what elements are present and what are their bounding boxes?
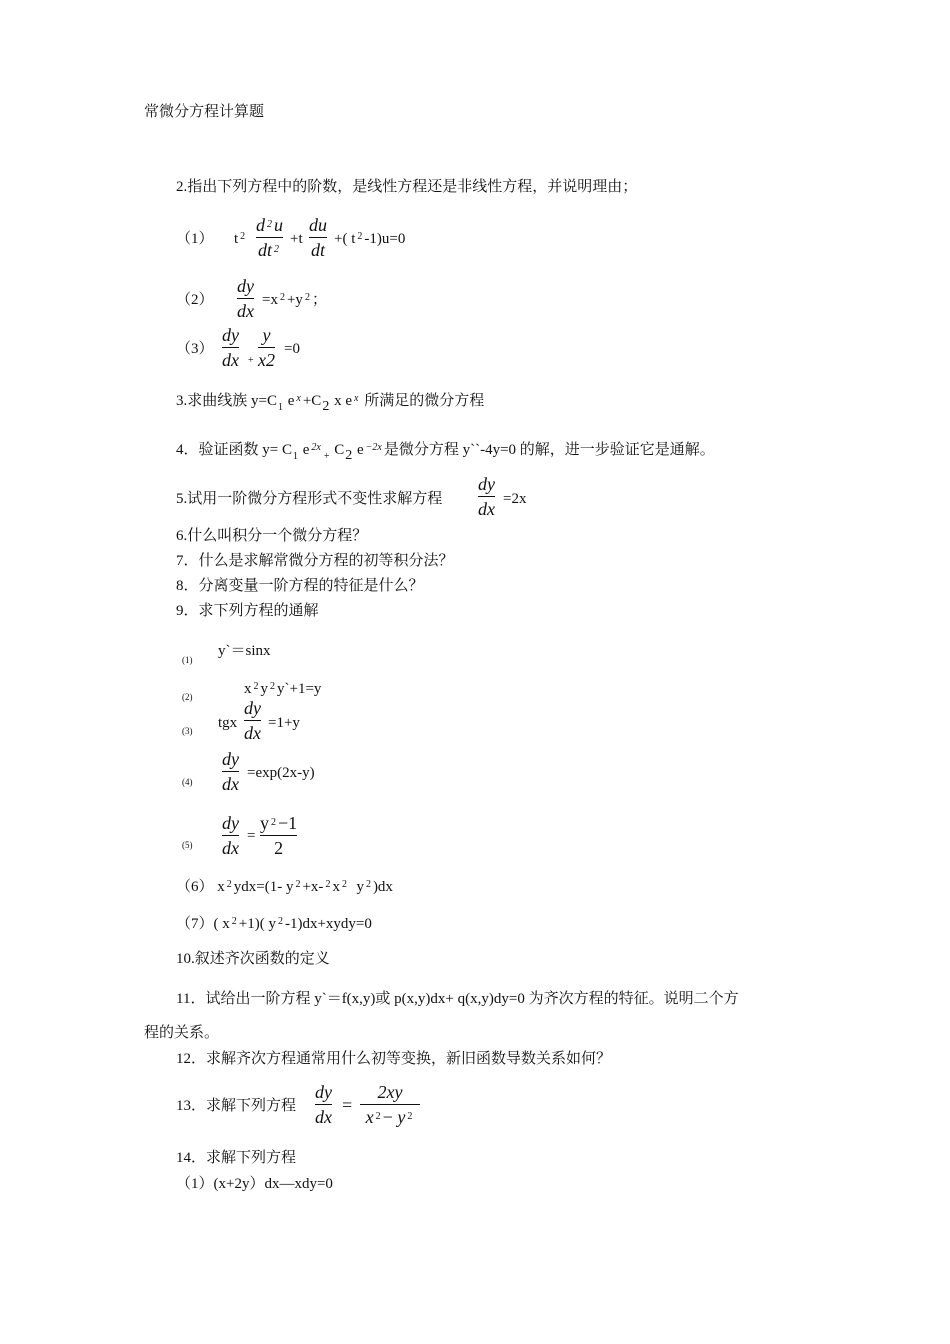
question-12-text: 12．求解齐次方程通常用什么初等变换，新旧函数导数关系如何？ — [176, 1051, 612, 1067]
q2-item1-frac-du: du dt — [309, 215, 327, 260]
question-14-title: 14．求解下列方程 — [176, 1150, 297, 1166]
question-6-text: 6.什么叫积分一个微分方程？ — [176, 528, 368, 544]
q2-item3-rhs: =0 — [284, 341, 300, 357]
q2-item1-label: （1） — [176, 231, 214, 247]
q5-frac: dy dx — [478, 474, 495, 519]
q2-item3-label: （3） — [176, 341, 214, 357]
q9-item1-eq: y`＝sinx — [218, 643, 271, 659]
document-title: 常微分方程计算题 — [144, 104, 265, 120]
q9-item5-frac-right: y $^2$ −1 2 — [260, 813, 298, 858]
q9-item5-label: (5) — [182, 840, 193, 850]
question-8-text: 8．分离变量一阶方程的特征是什么？ — [176, 578, 424, 594]
question-11-text: 11．试给出一阶方程 y`＝f(x,y)或 p(x,y)dx+ q(x,y)dy=0 为齐次方程的特征。说明二个方 — [176, 991, 739, 1007]
question-7-text: 7．什么是求解常微分方程的初等积分法？ — [176, 553, 454, 569]
q2-item3-frac2: y x2 — [258, 325, 275, 370]
q14-item1: （1）(x+2y）dx—xdy=0 — [176, 1176, 333, 1192]
q2-item3-plus: + — [248, 355, 254, 366]
question-10-text: 10.叙述齐次函数的定义 — [176, 951, 330, 967]
q5-rhs: =2x — [503, 491, 527, 507]
q9-item2-label: (2) — [182, 692, 193, 702]
q9-item4-rhs: =exp(2x-y) — [247, 765, 315, 781]
q2-item3-frac1: dy dx — [222, 325, 239, 370]
q9-item7: （7）( x $^2$ +1)( y $^2$ -1)dx+xydy=0 — [176, 916, 372, 932]
q9-item1-label: (1) — [182, 655, 193, 665]
q9-item3-tgx: tgx — [218, 715, 238, 731]
q13-eq: = — [342, 1095, 353, 1115]
q2-item1-plus-t: +t — [290, 231, 303, 247]
q2-item1-frac-d2u: d $^2$ u dt $^2$ — [256, 215, 283, 260]
q9-item5-frac-left: dy dx — [222, 813, 239, 858]
q9-item5-eq: = — [247, 828, 256, 844]
q9-item6: （6） x $^2$ ydx=(1- y $^2$ +x- $^2$ x $^2$ y $^2$ )dx — [176, 879, 393, 895]
q2-item2-rhs: =x $^2$ +y $^2$ ； — [262, 292, 327, 308]
q9-item3-label: (3) — [182, 726, 193, 736]
question-13-text: 13．求解下列方程 — [176, 1098, 297, 1114]
question-3-text: 3.求曲线族 $y=C_1$ e $^x$ +C2 x e $^x$ 所满足的微分方程 — [176, 393, 485, 414]
q13-frac-left: dy dx — [315, 1082, 332, 1127]
q2-item1-t: t $^2$ — [234, 231, 246, 247]
q2-item2-frac: dy dx — [237, 276, 254, 321]
q2-item2-label: （2） — [176, 292, 214, 308]
question-11-text-cont: 程的关系。 — [144, 1025, 220, 1041]
q9-item3-frac: dy dx — [244, 698, 261, 743]
q13-frac-right: 2xy x $^2$ − y $^2$ — [360, 1083, 420, 1126]
q9-item4-frac: dy dx — [222, 749, 239, 794]
q2-item1-tail: +( t $^2$ -1)u=0 — [334, 231, 406, 247]
question-9-title: 9．求下列方程的通解 — [176, 603, 319, 619]
question-5-text: 5.试用一阶微分方程形式不变性求解方程 — [176, 491, 443, 507]
question-4-text: 4．验证函数 $y= C_1$ e $^{2x}_+$ C2 e $^{-2x}$ 是微分方程 y``-4y=0 的解，进一步验证它是通解。 — [176, 442, 715, 463]
q9-item3-rhs: =1+y — [268, 715, 300, 731]
q9-item4-label: (4) — [182, 777, 193, 787]
question-2-text: 2.指出下列方程中的阶数，是线性方程还是非线性方程，并说明理由； — [176, 179, 638, 195]
q9-item2-eq: x $^2$ y $^2$ y`+1=y — [244, 681, 322, 697]
